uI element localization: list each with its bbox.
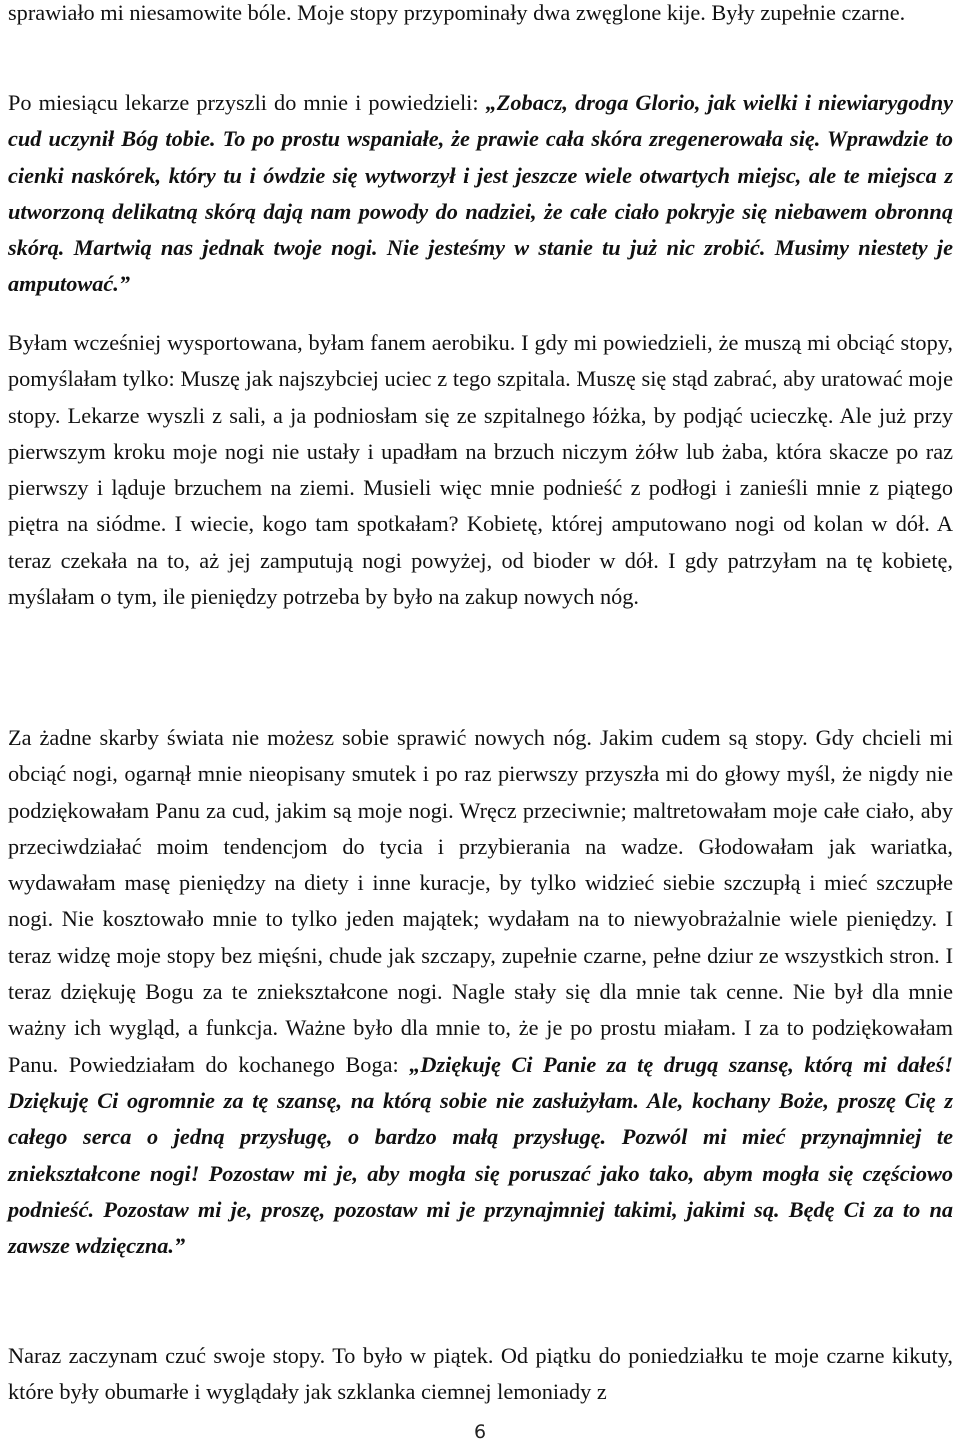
paragraph-4 [8,720,953,1264]
paragraph-4-text: Za żadne skarby świata nie możesz sobie sprawić nowych nóg. Jakim cudem są stopy. Gdy chcieli mi obciąć nogi, ogarnął mnie nieopisany smutek i po raz pierwszy przyszła mi do głowy myśl, że nigdy nie podziękowałam Panu za cud, jakim są moje nogi. Wręcz przeciwnie; maltretowałam moje całe ciało, aby przeciwdziałać moim tendencjom do tycia i przybierania na wadze. Głodowałam jak wariatka, wydawałam masę pieniędzy na diety i inne kuracje, by tylko widzieć siebie szczupłą i mieć szczupłe nogi. Nie kosztowało mnie to tylko jeden majątek; wydałam na to niewyobrażalnie wiele pieniędzy. I teraz widzę moje stopy bez mięśni, chude jak szczapy, zupełnie czarne, pełne dziur ze wszystkich stron. I teraz dziękuję Bogu za te zniekształcone nogi. Nagle stały się dla mnie tak cenne. Nie był dla mnie ważny ich wygląd, a funkcja. Ważne było dla mnie to, że je po prostu miałam. I za to podziękowałam Panu. Powiedziałam do kochanego Boga: [8,725,953,1077]
paragraph-3-text: Byłam wcześniej wysportowana, byłam fanem aerobiku. I gdy mi powiedzieli, że muszą mi obciąć stopy, pomyślałam tylko: Muszę jak najszybciej uciec z tego szpitala. Muszę się stąd zabrać, aby uratować moje stopy. Lekarze wyszli z sali, a ja podniosłam się ze szpitalnego łóżka, by podjąć ucieczkę. Ale już przy pierwszym kroku moje nogi nie ustały i upadłam na brzuch niczym żółw lub żaba, która skacze po raz pierwszy i ląduje brzuchem na ziemi. Musieli więc mnie podnieść z podłogi i zanieśli mnie z piątego piętra na siódme. I wiecie, kogo tam spotkałam? Kobietę, której amputowano nogi od kolan w dół. A teraz czekała na to, aż jej zamputują nogi powyżej, od bioder w dół. I gdy patrzyłam na tę kobietę, myślałam o tym, ile pieniędzy potrzeba by było na zakup nowych nóg. [8,330,953,610]
paragraph-3 [8,325,953,615]
paragraph-2 [8,85,953,303]
paragraph-2-text: Po miesiącu lekarze przyszli do mnie i powiedzieli: [8,90,486,115]
paragraph-5 [8,1338,953,1411]
paragraph-4-prayer-quote: „Dziękuję Ci Panie za tę drugą szansę, którą mi dałeś! Dziękuję Ci ogromnie za tę szansę, na którą sobie nie zasłużyłam. Ale, kochany Boże, proszę Cię z całego serca o jedną przysługę, o bardzo małą przysługę. Pozwól mi mieć przynajmniej te zniekształcone nogi! Pozostaw mi je, aby mogła się poruszać jako tako, abym mogła się częściowo podnieść. Pozostaw mi je, proszę, pozostaw mi je przynajmniej takimi, jakimi są. Będę Ci za to na zawsze wdzięczna.” [8,1051,953,1259]
paragraph-1 [8,0,953,31]
paragraph-1-text: sprawiało mi niesamowite bóle. Moje stopy przypominały dwa zwęglone kije. Były zupełnie czarne. [8,0,906,25]
paragraph-5-text: Naraz zaczynam czuć swoje stopy. To było w piątek. Od piątku do poniedziałku te moje czarne kikuty, które były obumarłe i wyglądały jak szklanka ciemnej lemoniady z [8,1343,953,1405]
paragraph-2-quote: „Zobacz, droga Glorio, jak wielki i niewiarygodny cud uczynił Bóg tobie. To po prostu wspaniałe, że prawie cała skóra zregenerowała się. Wprawdzie to cienki naskórek, który tu i ówdzie się wytworzył i jest jeszcze wiele otwartych miejsc, ale te miejsca z utworzoną delikatną skórą dają nam powody do nadziei, że całe ciało pokryje się niebawem obronną skórą. Martwią nas jednak twoje nogi. Nie jesteśmy w stanie tu już nic zrobić. Musimy niestety je amputować.” [8,90,953,297]
page-number: 6 [473,1421,487,1443]
